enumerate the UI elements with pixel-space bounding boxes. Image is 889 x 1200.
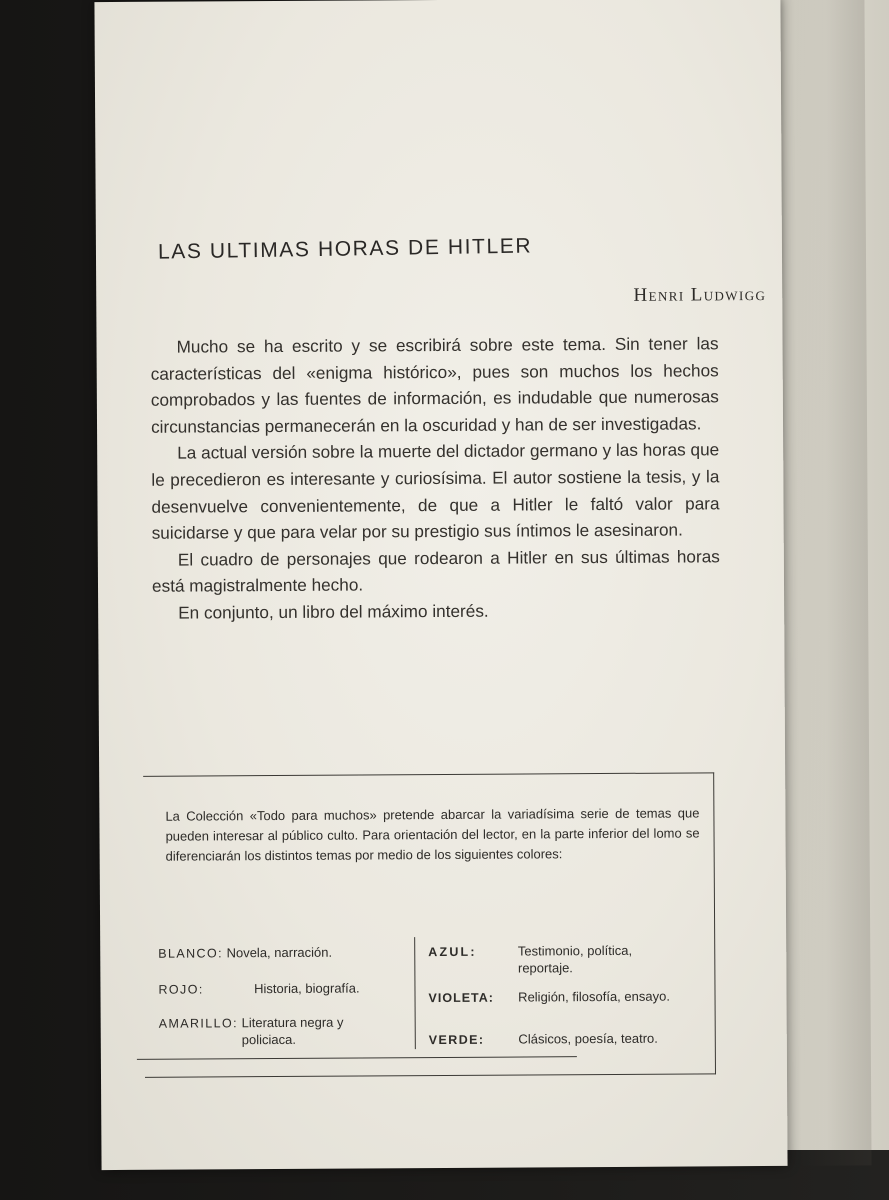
synopsis-paragraph: La actual versión sobre la muerte del dictador germano y las horas que le precedieron es interesante y curiosísima. El autor sostiene la tesis, y la desenvuelve convenientemente, de que a Hitler le faltó valor para suicidarse y que para velar por su prestigio sus íntimos le asesinaron. [151,439,720,543]
box-bottom-rule [137,1056,577,1060]
collection-colors-box [143,772,716,1077]
category-name: VIOLETA: [428,990,494,1006]
synopsis [150,330,720,626]
category-rojo [158,979,408,999]
category-violeta [428,987,698,1007]
collection-intro: La Colección «Todo para muchos» pretende abarcar la variadísima serie de temas que pueden interesar al público culto. Para orientación del lector, en la parte inferior del lomo se diferenciarán los distintos temas por medio de los siguientes colores: [165,805,700,864]
category-desc: Religión, filosofía, ensayo. [518,988,670,1005]
category-blanco [158,943,408,963]
book-page [94,0,787,1170]
category-desc: Literatura negra y policiaca. [241,1014,344,1048]
author-name: Henri Ludwigg [633,284,767,306]
category-verde [429,1029,699,1049]
category-desc: Historia, biografía. [254,980,360,997]
category-name: ROJO: [158,982,204,997]
synopsis-paragraph: El cuadro de personajes que rodearon a Hitler en sus últimas horas está magistralmente hecho. [151,546,720,597]
category-name: VERDE: [428,1032,485,1048]
category-desc: Testimonio, política, reportaje. [517,942,633,976]
category-name: BLANCO: [158,946,223,961]
category-amarillo [159,1013,409,1049]
category-desc: Clásicos, poesía, teatro. [518,1030,658,1047]
synopsis-paragraph: Mucho se ha escrito y se escribirá sobre este tema. Sin tener las características del «enigma histórico», pues son muchos los hechos comprobados y las fuentes de información, es indudable que numerosas circunstancias permanecerán en la oscuridad y han de ser investigadas. [150,333,719,437]
synopsis-paragraph: En conjunto, un libro del máximo interés. [178,600,489,623]
category-name: AZUL: [428,944,477,960]
category-desc: Novela, narración. [226,944,333,961]
column-divider [414,937,416,1049]
category-azul [428,941,698,977]
book-title: LAS ULTIMAS HORAS DE HITLER [157,234,533,264]
category-name: AMARILLO: [158,1016,239,1031]
